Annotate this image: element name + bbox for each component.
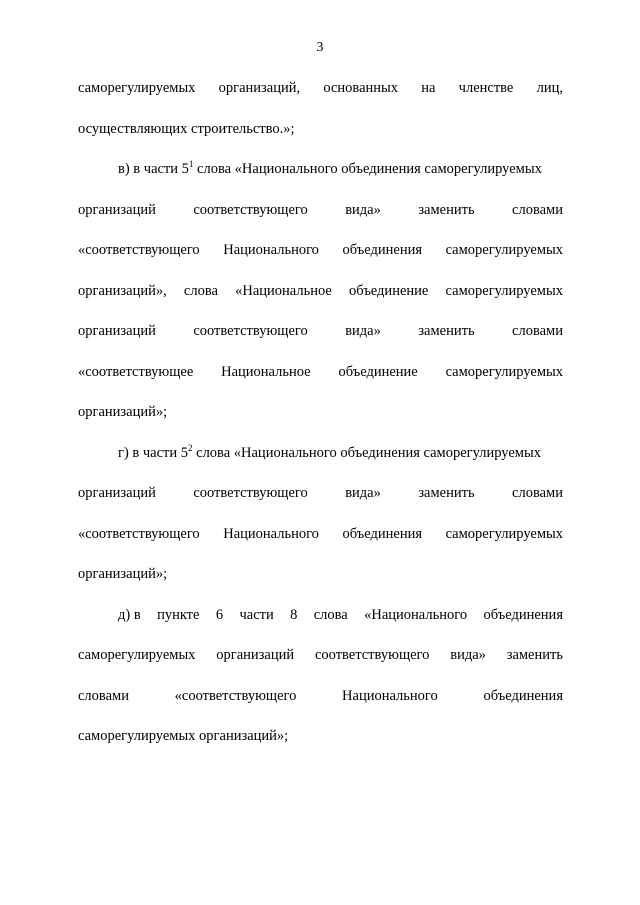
word: 6: [215, 606, 224, 623]
word: организаций»;: [78, 404, 168, 420]
word: соответствующего: [193, 201, 308, 218]
word: объединения: [483, 606, 563, 623]
word: Национального: [223, 242, 319, 258]
word: саморегулируемых: [78, 647, 196, 663]
text-line: [78, 119, 563, 160]
word: саморегулируемых: [78, 80, 196, 96]
word: объединение: [349, 282, 429, 299]
page-number: 3: [316, 40, 324, 55]
word: 8: [290, 606, 298, 623]
word: объединения: [483, 687, 563, 704]
word: основанных: [323, 80, 399, 96]
word: «соответствующего: [78, 525, 200, 542]
text-line: [78, 564, 563, 605]
word: объединения: [342, 242, 423, 258]
word: заменить: [418, 323, 475, 339]
document-body: [78, 78, 563, 767]
word: организаций: [78, 485, 156, 501]
text-line: [78, 281, 563, 322]
word: объединение: [338, 363, 418, 380]
word: лиц,: [536, 80, 563, 96]
text-line: [78, 200, 563, 241]
word: организаций: [78, 201, 156, 218]
text-line: [78, 78, 563, 119]
word: вида»: [345, 485, 381, 501]
word: Национального: [223, 525, 319, 542]
word: словами: [512, 323, 563, 339]
text-line: [78, 686, 563, 727]
word: пункте: [157, 606, 200, 623]
word: вида»: [345, 323, 381, 339]
word: заменить: [418, 485, 475, 501]
word: саморегулируемых: [445, 242, 563, 258]
word: саморегулируемых: [445, 363, 563, 380]
word: организаций»;: [78, 566, 168, 582]
word: вида»: [345, 201, 381, 218]
paragraph-g-first-line: [78, 443, 563, 484]
word: соответствующего: [193, 485, 308, 501]
paragraph-v-first-line: [78, 159, 563, 200]
word: «соответствующего: [78, 242, 200, 258]
word: саморегулируемых: [445, 525, 563, 542]
text-line: [78, 726, 563, 767]
text-line: [78, 483, 563, 524]
word: объединения: [342, 525, 423, 542]
word: слова: [183, 282, 218, 299]
word: слова: [313, 606, 348, 623]
word: организаций,: [218, 80, 301, 96]
word: саморегулируемых: [445, 282, 563, 299]
word: членстве: [458, 80, 514, 96]
word: части: [239, 606, 274, 623]
word: «соответствующего: [174, 687, 297, 704]
paragraph-d-first-line: [78, 605, 563, 646]
word: Национальное: [221, 363, 311, 380]
word: заменить: [418, 201, 475, 218]
text-line: [78, 240, 563, 281]
text-line: [78, 645, 563, 686]
word: «соответствующее: [78, 363, 194, 380]
superscript: 1: [188, 159, 194, 169]
word: организаций»,: [78, 282, 167, 299]
word: «Национальное: [235, 282, 332, 299]
word: на: [421, 80, 436, 96]
text-segment: г) в части 5: [118, 444, 189, 461]
word: соответствующего: [193, 323, 308, 339]
word: словами: [78, 687, 129, 704]
word: д) в: [118, 606, 141, 623]
text-segment: слова «Национального объединения саморегулируемых: [193, 161, 542, 177]
text-line: [78, 362, 563, 403]
word: вида»: [450, 647, 486, 663]
word: «Национального: [364, 606, 468, 623]
word: организаций: [78, 323, 156, 339]
text-line: [78, 524, 563, 565]
text-line: [78, 402, 563, 443]
word: саморегулируемых организаций»;: [78, 728, 289, 744]
superscript: 2: [188, 442, 193, 453]
word: соответствующего: [314, 647, 430, 663]
word: осуществляющих строительство.»;: [78, 120, 295, 137]
text-segment: в) в части 5: [118, 161, 189, 177]
word: организаций: [216, 647, 295, 663]
word: словами: [512, 485, 563, 501]
text-segment: слова «Национального объединения саморегулируемых: [192, 444, 541, 461]
word: заменить: [506, 647, 563, 663]
word: Национального: [342, 687, 438, 704]
word: словами: [512, 201, 563, 218]
text-line: [78, 321, 563, 362]
